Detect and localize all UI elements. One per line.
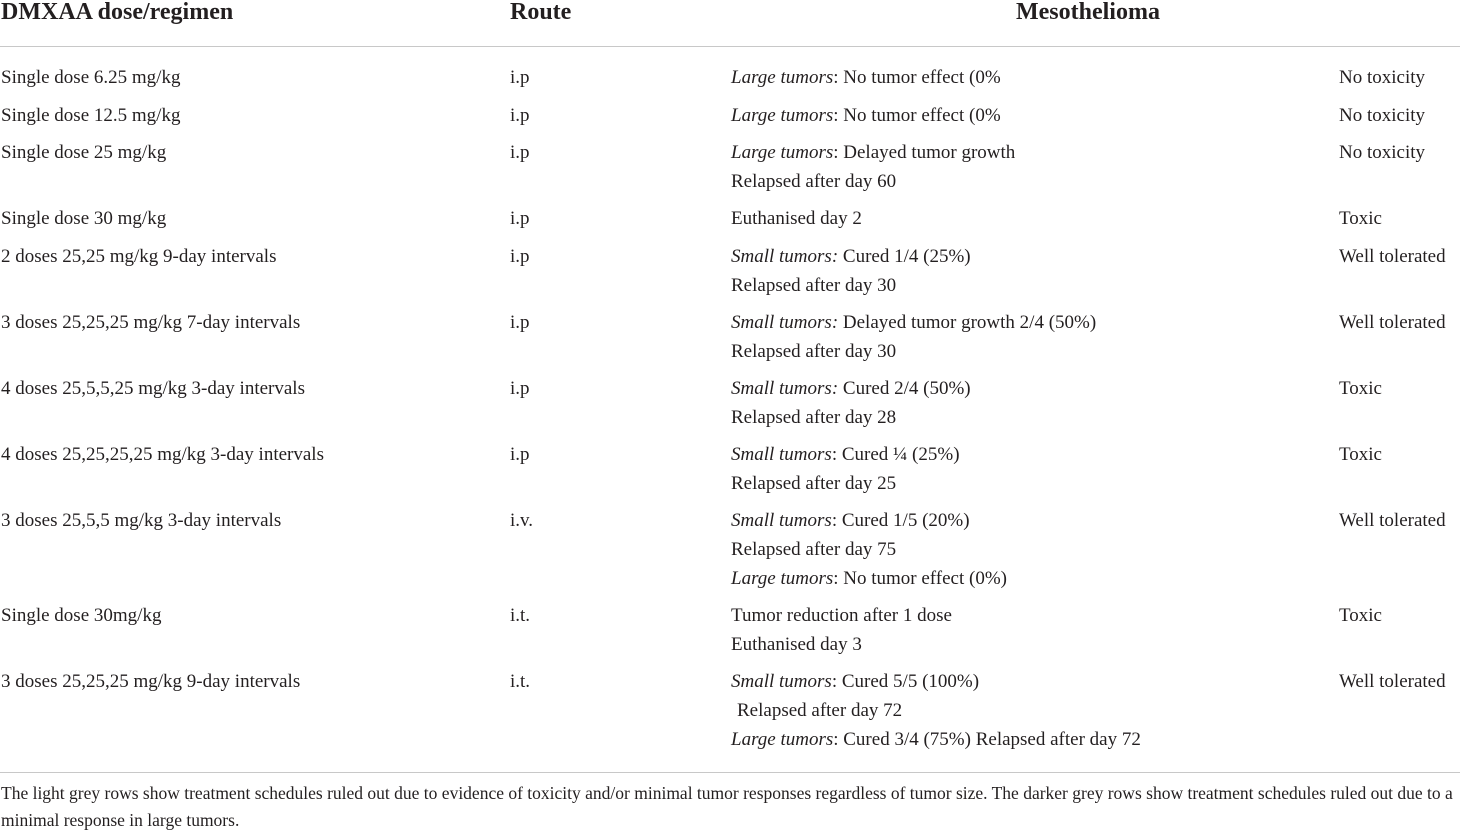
mesothelioma-line — [731, 204, 862, 233]
mesothelioma-text: : No tumor effect (0% — [833, 105, 1001, 126]
mesothelioma-text: : No tumor effect (0%) — [833, 568, 1007, 589]
mesothelioma-line — [731, 271, 971, 300]
mesothelioma-line — [731, 440, 960, 469]
mesothelioma-text: Euthanised day 3 — [731, 634, 862, 655]
cell-dose-regimen: Single dose 30mg/kg — [1, 605, 162, 626]
mesothelioma-line — [731, 667, 1141, 696]
cell-dose-regimen: 2 doses 25,25 mg/kg 9-day intervals — [1, 246, 277, 267]
cell-route: i.p — [510, 378, 530, 399]
mesothelioma-text: : Cured 1/5 (20%) — [831, 510, 970, 531]
mesothelioma-line — [731, 469, 960, 498]
cell-toxicity: Well tolerated — [1339, 246, 1446, 267]
mesothelioma-line — [731, 725, 1141, 754]
mesothelioma-text: : Cured ¼ (25%) — [831, 444, 960, 465]
mesothelioma-text: Relapsed after day 72 — [737, 700, 903, 721]
mesothelioma-text: Relapsed after day 25 — [731, 473, 897, 494]
cell-toxicity: Toxic — [1339, 444, 1382, 465]
cell-toxicity: No toxicity — [1339, 67, 1426, 88]
mesothelioma-line — [731, 63, 1001, 92]
cell-dose-regimen: 3 doses 25,25,25 mg/kg 7-day intervals — [1, 312, 301, 333]
cell-route: i.v. — [510, 510, 534, 531]
mesothelioma-line — [731, 535, 1007, 564]
header-dose-regimen: DMXAA dose/regimen — [1, 0, 234, 25]
mesothelioma-text: : Cured 5/5 (100%) — [831, 671, 980, 692]
cell-mesothelioma — [731, 506, 1007, 593]
cell-mesothelioma — [731, 204, 862, 233]
cell-toxicity: No toxicity — [1339, 105, 1426, 126]
mesothelioma-text: Relapsed after day 60 — [731, 171, 897, 192]
cell-mesothelioma — [731, 601, 952, 659]
mesothelioma-line — [731, 601, 952, 630]
tumor-size-label: Small tumors — [731, 671, 832, 692]
cell-route: i.p — [510, 142, 530, 163]
tumor-size-label: Large tumors — [731, 67, 834, 88]
cell-dose-regimen: 4 doses 25,5,5,25 mg/kg 3-day intervals — [1, 378, 305, 399]
header-mesothelioma: Mesothelioma — [1016, 0, 1160, 25]
mesothelioma-line — [731, 696, 1141, 725]
tumor-size-label: Large tumors — [731, 729, 834, 750]
mesothelioma-text: Delayed tumor growth 2/4 (50%) — [838, 312, 1097, 333]
cell-mesothelioma — [731, 138, 1015, 196]
table-footnote: The light grey rows show treatment schedules ruled out due to evidence of toxicity and/or minimal tumor responses regardless of tumor size. The darker grey rows show treatment schedules ruled out due to a minimal response in large tumors. — [1, 783, 1453, 830]
tumor-size-label: Small tumors: — [731, 312, 839, 333]
mesothelioma-line — [731, 564, 1007, 593]
cell-route: i.p — [510, 246, 530, 267]
cell-dose-regimen: 3 doses 25,25,25 mg/kg 9-day intervals — [1, 671, 301, 692]
cell-mesothelioma — [731, 440, 960, 498]
cell-dose-regimen: Single dose 30 mg/kg — [1, 208, 167, 229]
cell-toxicity: Well tolerated — [1339, 510, 1446, 531]
cell-dose-regimen: Single dose 25 mg/kg — [1, 142, 167, 163]
cell-route: i.t. — [510, 671, 531, 692]
mesothelioma-text: Cured 1/4 (25%) — [838, 246, 971, 267]
table-header — [0, 0, 1460, 47]
tumor-size-label: Small tumors: — [731, 378, 839, 399]
mesothelioma-text: : Delayed tumor growth — [833, 142, 1016, 163]
mesothelioma-line — [731, 101, 1001, 130]
mesothelioma-line — [731, 308, 1096, 337]
cell-mesothelioma — [731, 63, 1001, 92]
mesothelioma-line — [731, 242, 971, 271]
mesothelioma-line — [731, 630, 952, 659]
tumor-size-label: Large tumors — [731, 568, 834, 589]
header-route: Route — [510, 0, 572, 25]
cell-route: i.p — [510, 208, 530, 229]
mesothelioma-text: Relapsed after day 28 — [731, 407, 897, 428]
cell-mesothelioma — [731, 101, 1001, 130]
mesothelioma-text: Relapsed after day 30 — [731, 275, 897, 296]
mesothelioma-text: Cured 2/4 (50%) — [838, 378, 971, 399]
mesothelioma-line — [731, 138, 1015, 167]
cell-toxicity: No toxicity — [1339, 142, 1426, 163]
cell-mesothelioma — [731, 308, 1096, 366]
mesothelioma-text: Tumor reduction after 1 dose — [731, 605, 952, 626]
mesothelioma-line — [731, 374, 971, 403]
cell-toxicity: Well tolerated — [1339, 671, 1446, 692]
mesothelioma-text: Euthanised day 2 — [731, 208, 862, 229]
tumor-size-label: Large tumors — [731, 105, 834, 126]
mesothelioma-text: : Cured 3/4 (75%) Relapsed after day 72 — [833, 729, 1141, 750]
cell-toxicity: Toxic — [1339, 378, 1382, 399]
mesothelioma-line — [731, 506, 1007, 535]
mesothelioma-text: Relapsed after day 30 — [731, 341, 897, 362]
cell-dose-regimen: Single dose 6.25 mg/kg — [1, 67, 181, 88]
cell-route: i.p — [510, 444, 530, 465]
mesothelioma-line — [731, 403, 971, 432]
mesothelioma-text: : No tumor effect (0% — [833, 67, 1001, 88]
cell-toxicity: Toxic — [1339, 208, 1382, 229]
cell-route: i.p — [510, 105, 530, 126]
mesothelioma-line — [731, 167, 1015, 196]
tumor-size-label: Small tumors — [731, 510, 832, 531]
cell-route: i.t. — [510, 605, 531, 626]
table-bottom-rule — [0, 772, 1460, 773]
cell-toxicity: Toxic — [1339, 605, 1382, 626]
cell-toxicity: Well tolerated — [1339, 312, 1446, 333]
mesothelioma-line — [731, 337, 1096, 366]
tumor-size-label: Small tumors: — [731, 246, 839, 267]
tumor-size-label: Small tumors — [731, 444, 832, 465]
tumor-size-label: Large tumors — [731, 142, 834, 163]
cell-mesothelioma — [731, 667, 1141, 754]
cell-mesothelioma — [731, 374, 971, 432]
cell-mesothelioma — [731, 242, 971, 300]
cell-route: i.p — [510, 312, 530, 333]
cell-route: i.p — [510, 67, 530, 88]
mesothelioma-text: Relapsed after day 75 — [731, 539, 897, 560]
cell-dose-regimen: Single dose 12.5 mg/kg — [1, 105, 181, 126]
cell-dose-regimen: 3 doses 25,5,5 mg/kg 3-day intervals — [1, 510, 282, 531]
cell-dose-regimen: 4 doses 25,25,25,25 mg/kg 3-day intervals — [1, 444, 324, 465]
